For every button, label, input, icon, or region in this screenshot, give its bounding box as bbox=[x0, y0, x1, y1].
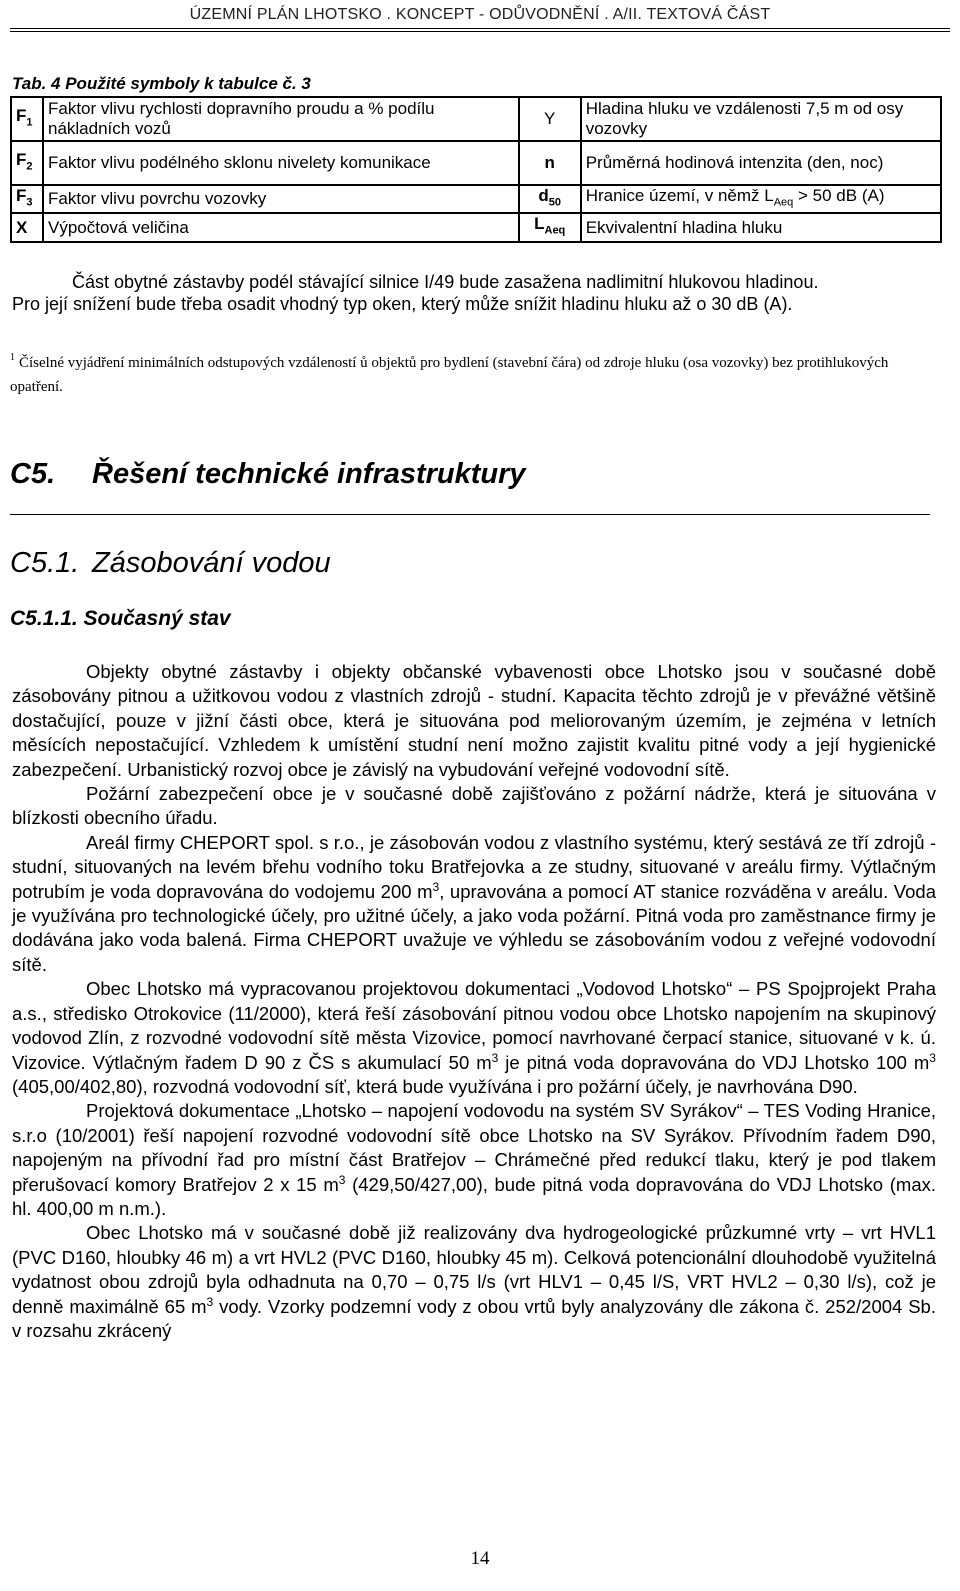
footnote-text: Číselné vyjádření minimálních odstupových vzdáleností ů objektů pro bydlení (stavební čára) od zdroje hluku (osa vozovky) bez protihlukových opatření. bbox=[10, 355, 889, 395]
paragraph: Obec Lhotsko má v současné době již realizovány dva hydrogeologické průzkumné vrty – vrt HVL1 (PVC D160, hloubky 46 m) a vrt HVL2 (PVC D160, hloubky 45 m). Celková potencionální dlouhodobě využitelná vydatnost obou zdrojů byla odhadnuta na 0,70 – 0,75 l/s (vrt HLV1 – 0,45 l/S, VRT HVL2 – 0,30 l/s), což je denně maximálně 65 $m^3$ vody. Vzorky podzemní vody z obou vrtů byly analyzovány dle zákona č. 252/2004 Sb. v rozsahu zkrácený bbox=[12, 1222, 936, 1341]
paragraph: Požární zabezpečení obce je v současné době zajišťováno z požární nádrže, která je situována v blízkosti obecního úřadu. bbox=[12, 783, 936, 829]
intro-paragraph-1: Část obytné zástavby podél stávající silnice I/49 bude zasažena nadlimitní hlukovou hladinou. bbox=[72, 272, 819, 292]
symbol-cell: $F_3$ bbox=[11, 185, 43, 213]
paragraph: Areál firmy CHEPORT spol. s r.o., je zásobován vodou z vlastního systému, který sestává ze tří zdrojů - studní, situovaných na levém břehu vodního toku Bratřejovka a ze studny, situované v areálu firmy. Výtlačným potrubím je voda dopravována do vodojemu 200 $m^3$, upravována a pomocí AT stanice rozváděna v areálu. Voda je využívána pro technologické účely, pro užitné účely, a jako voda požární. Pitná voda pro zaměstnance firmy je dodávána jako voda balená. Firma CHEPORT uvažuje ve výhledu se zásobováním vodou z veřejné vodovodní sítě. bbox=[12, 831, 936, 975]
table-row bbox=[11, 97, 941, 141]
description-cell: Hladina hluku ve vzdálenosti 7,5 m od osy vozovky bbox=[581, 97, 941, 141]
symbol-cell: Y bbox=[519, 97, 581, 141]
footnote-marker: 1 bbox=[10, 352, 15, 363]
description-cell: Faktor vlivu podélného sklonu nivelety komunikace bbox=[43, 141, 519, 185]
symbol-cell: $d_{50}$ bbox=[519, 185, 581, 213]
symbol-cell: X bbox=[11, 213, 43, 241]
section-rule bbox=[10, 514, 930, 515]
description-cell: Výpočtová veličina bbox=[43, 213, 519, 241]
paragraph: Projektová dokumentace „Lhotsko – napojení vodovodu na systém SV Syrákov“ – TES Voding Hranice, s.r.o (10/2001) řeší napojení rozvodné vodovodní sítě obce Lhotsko na SV Syrákov. Přívodním řadem D90, napojeným na přívodní řad pro místní část Bratřejov – Chrámečné před redukcí tlaku, který je pod tlakem přerušovací komory Bratřejov 2 x 15 $m^3$ (429,50/427,00), bude pitná voda dopravována do VDJ Lhotsko (max. hl. 400,00 m n.m.). bbox=[12, 1100, 936, 1219]
table-row bbox=[11, 185, 941, 213]
description-cell: Faktor vlivu rychlosti dopravního proudu a % podílu nákladních vozů bbox=[43, 97, 519, 141]
table-row bbox=[11, 213, 941, 241]
description-cell: Průměrná hodinová intenzita (den, noc) bbox=[581, 141, 941, 185]
section-heading-c5-1-1: C5.1.1. Současný stav bbox=[10, 607, 231, 630]
intro-paragraph-2: Pro její snížení bude třeba osadit vhodný typ oken, který může snížit hladinu hluku až o 30 dB (A). bbox=[12, 294, 793, 314]
symbols-table bbox=[10, 96, 942, 243]
symbol-cell: $F_1$ bbox=[11, 97, 43, 141]
footnote bbox=[10, 346, 940, 399]
table-caption: Tab. 4 Použité symboly k tabulce č. 3 bbox=[12, 74, 311, 93]
section-heading-c5: C5. Řešení technické infrastruktury bbox=[10, 458, 526, 490]
header-rule-top bbox=[10, 28, 950, 29]
symbol-cell: $L_{Aeq}$ bbox=[519, 213, 581, 241]
running-header: ÚZEMNÍ PLÁN LHOTSKO . KONCEPT - ODŮVODNĚNÍ . A/II. TEXTOVÁ ČÁST bbox=[189, 6, 771, 23]
main-body-text bbox=[12, 660, 936, 1343]
page-number: 14 bbox=[470, 1548, 490, 1569]
header-rule-bottom bbox=[10, 31, 950, 32]
intro-text bbox=[12, 271, 952, 315]
symbol-cell: $F_2$ bbox=[11, 141, 43, 185]
description-cell: Hranice území, v němž $L_{Aeq} > 50$ dB (A) bbox=[581, 185, 941, 213]
paragraph: Obec Lhotsko má vypracovanou projektovou dokumentaci „Vodovod Lhotsko“ – PS Spojprojekt Praha a.s., středisko Otrokovice (11/2000), která řeší zásobování pitnou vodou obce Lhotsko napojením na skupinový vodovod Zlín, z rozvodné vodovodní sítě města Vizovice, pomocí navrhované čerpací stanice, situované v k. ú. Vizovice. Výtlačným řadem D 90 z ČS s akumulací 50 $m^3$ je pitná voda dopravována do VDJ Lhotsko 100 $m^3$ (405,00/402,80), rozvodná vodovodní síť, která bude využívána i pro požární účely, je navrhována D90. bbox=[12, 978, 936, 1097]
description-cell: Faktor vlivu povrchu vozovky bbox=[43, 185, 519, 213]
section-heading-c5-1: C5.1. Zásobování vodou bbox=[10, 547, 331, 579]
symbol-cell: n bbox=[519, 141, 581, 185]
table-row bbox=[11, 141, 941, 185]
paragraph: Objekty obytné zástavby i objekty občanské vybavenosti obce Lhotsko jsou v současné době zásobovány pitnou a užitkovou vodou z vlastních zdrojů - studní. Kapacita těchto zdrojů je v převážné většině dostačující, pouze v jižní části obce, která je situována pod meliorovaným územím, je zejména v letních měsících nepostačující. Vzhledem k umístění studní není možno zajistit kvalitu pitné vody a její hygienické zabezpečení. Urbanistický rozvoj obce je závislý na vybudování veřejné vodovodní sítě. bbox=[12, 661, 936, 780]
description-cell: Ekvivalentní hladina hluku bbox=[581, 213, 941, 241]
